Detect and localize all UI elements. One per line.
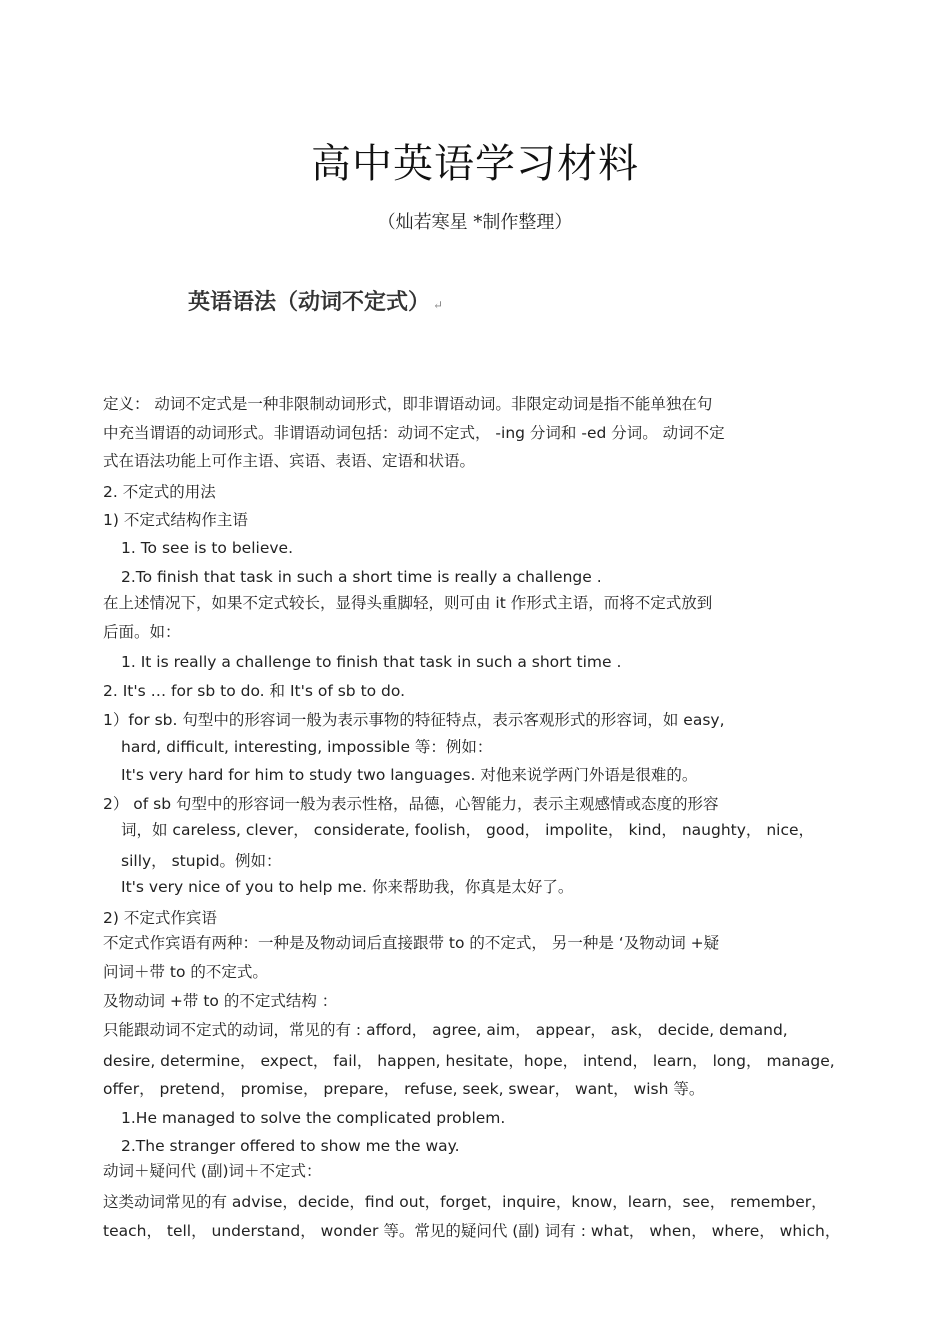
paragraph-mark-icon: ↵ [433, 298, 444, 312]
text-line: hard, difficult, interesting, impossible 等：例如： [121, 738, 493, 756]
text-line: 1）for sb. 句型中的形容词一般为表示事物的特征特点，表示客观形式的形容词，如 easy, [103, 711, 725, 729]
text-line: 2.The stranger offered to show me the way. [121, 1137, 460, 1155]
text-line: 词，如 careless, clever， considerate, foolish， good， impolite， kind， naughty， nice， [121, 821, 815, 839]
text-line: silly， stupid。例如： [121, 852, 282, 870]
text-line: 问词＋带 to 的不定式。 [103, 963, 268, 981]
text-line: 式在语法功能上可作主语、宾语、表语、定语和状语。 [103, 452, 476, 470]
text-line: It's very nice of you to help me. 你来帮助我，你真是太好了。 [121, 878, 574, 896]
text-line: 1.He managed to solve the complicated problem. [121, 1109, 506, 1127]
text-line: desire, determine， expect， fail， happen, hesitate，hope， intend， learn， long， manage, [103, 1052, 835, 1070]
text-line: 1. To see is to believe. [121, 539, 293, 557]
text-line: 这类动词常见的有 advise，decide，find out，forget，inquire，know，learn，see， remember， [103, 1193, 827, 1211]
section-heading [188, 285, 443, 316]
text-line: 后面。如： [103, 623, 181, 641]
text-line: 只能跟动词不定式的动词，常见的有 : afford， agree, aim， appear， ask， decide, demand, [103, 1021, 788, 1039]
text-line: 在上述情况下，如果不定式较长，显得头重脚轻，则可由 it 作形式主语，而将不定式放到 [103, 594, 713, 612]
text-line: 2.To finish that task in such a short time is really a challenge . [121, 568, 602, 586]
text-line: 2) 不定式作宾语 [103, 909, 217, 927]
text-line: 定义： 动词不定式是一种非限制动词形式，即非谓语动词。非限定动词是指不能单独在句 [103, 395, 713, 413]
text-line: 1) 不定式结构作主语 [103, 511, 248, 529]
text-line: It's very hard for him to study two languages. 对他来说学两门外语是很难的。 [121, 766, 698, 784]
text-line: 中充当谓语的动词形式。非谓语动词包括：动词不定式， -ing 分词和 -ed 分词。 动词不定 [103, 424, 725, 442]
text-line: offer， pretend， promise， prepare， refuse, seek, swear， want， wish 等。 [103, 1080, 705, 1098]
text-line: 2. 不定式的用法 [103, 483, 216, 501]
text-line: 及物动词 +带 to 的不定式结构 ： [103, 992, 338, 1010]
page-title: 高中英语学习材料 [311, 141, 639, 187]
text-line: 1. It is really a challenge to finish that task in such a short time . [121, 653, 622, 671]
page-subtitle: （灿若寒星 *制作整理） [377, 212, 573, 233]
text-line: 不定式作宾语有两种：一种是及物动词后直接跟带 to 的不定式， 另一种是 ‘及物动词 +疑 [103, 934, 720, 952]
text-line: 2. It's … for sb to do. 和 It's of sb to do. [103, 682, 406, 700]
text-line: 动词＋疑问代 (副)词＋不定式： [103, 1162, 322, 1180]
section-heading-text: 英语语法（动词不定式） [188, 289, 431, 315]
text-line: teach， tell， understand， wonder 等。常见的疑问代 (副) 词有 : what， when， where， which， [103, 1222, 841, 1240]
text-line: 2） of sb 句型中的形容词一般为表示性格，品德，心智能力，表示主观感情或态度的形容 [103, 795, 719, 813]
